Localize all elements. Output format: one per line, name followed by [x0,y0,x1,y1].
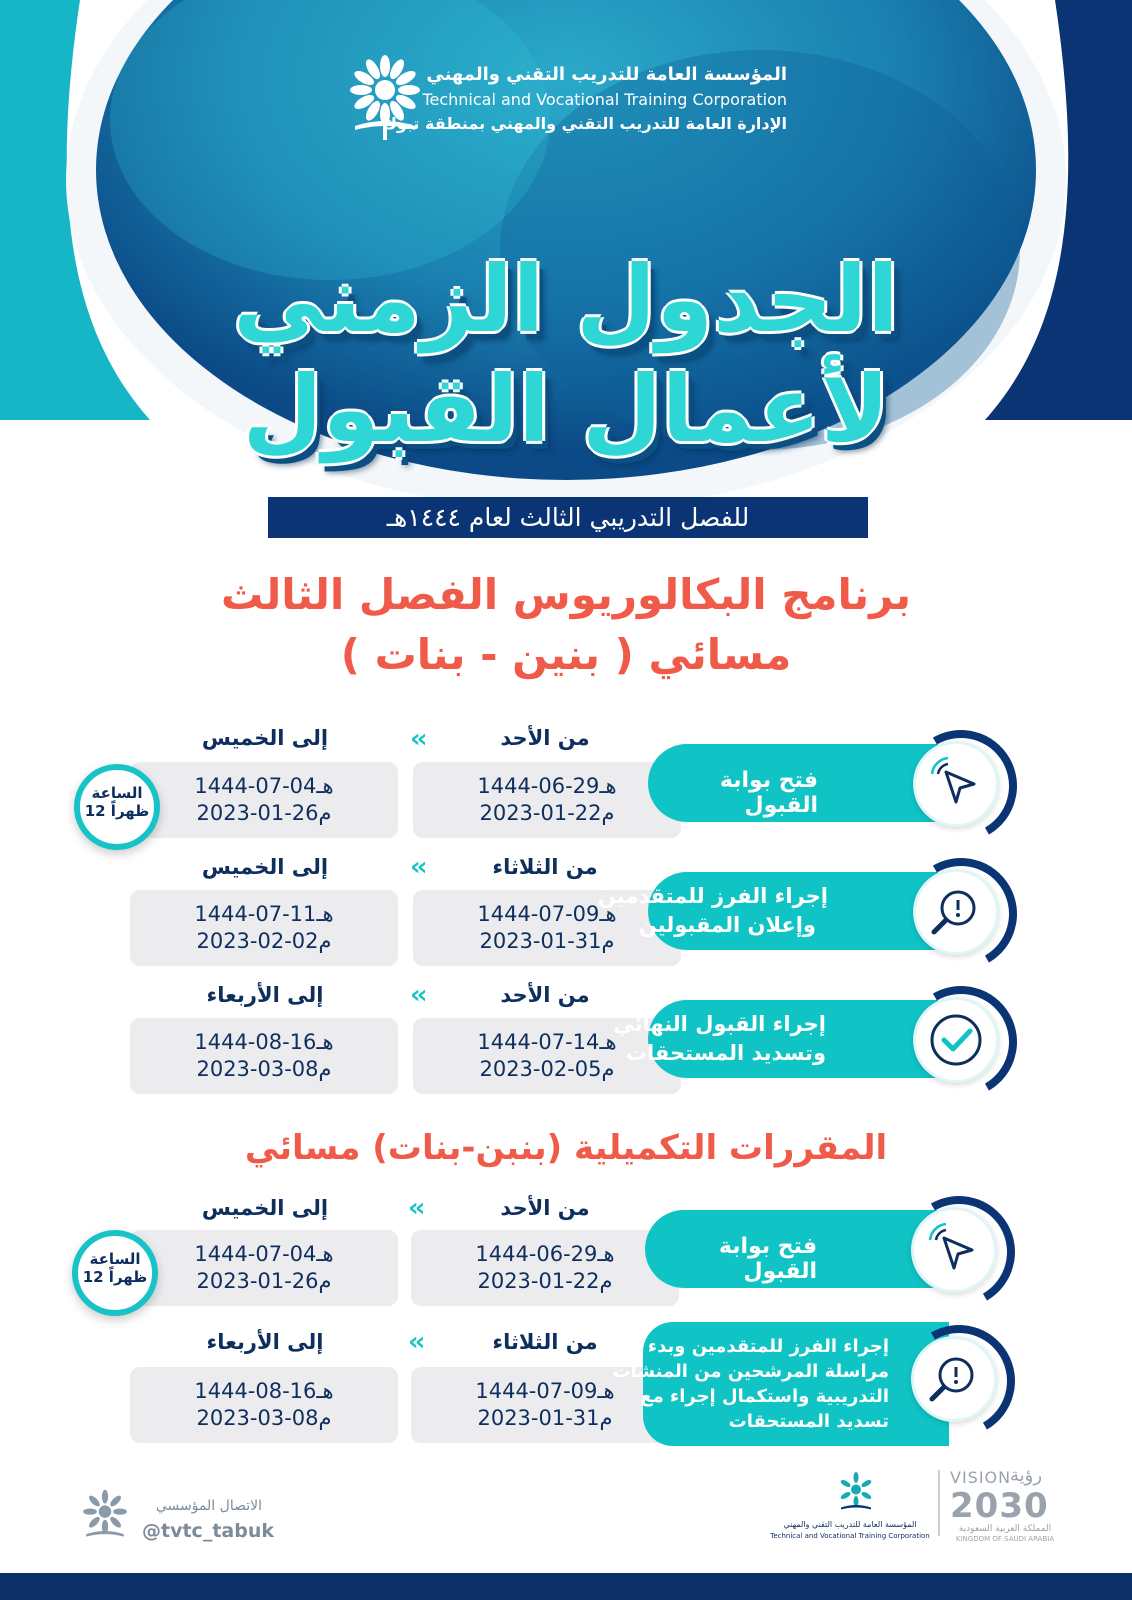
chevrons-icon: ‹‹ [408,1327,422,1357]
to-hijri: 1444-07-04هـ [194,774,334,798]
footer-divider [938,1470,940,1536]
check-circle-icon [913,997,999,1083]
to-label: إلى الخميس [201,726,329,750]
to-date-box [130,1018,398,1094]
vision-label: VISION [950,1468,1012,1487]
main-title-line1: الجدول الزمني [233,246,899,353]
badge-line1: الساعة [91,784,143,802]
from-label: من الثلاثاء [492,855,598,879]
from-hijri: 1444-07-09هـ [475,1379,615,1403]
to-gregorian: 2023-03-08م [196,1406,332,1430]
from-label: من الأحد [500,726,590,750]
section2-title: المقررات التكميلية (بنبن-بنات) مسائي [244,1128,888,1168]
step-label: فتح بوابة القبول [719,768,818,818]
from-gregorian: 2023-01-22م [479,801,615,825]
section1-title-line1: برنامج البكالوريوس الفصل الثالث [220,570,911,619]
to-date-box [130,762,398,838]
to-date-box [130,890,398,966]
comm-label: الاتصال المؤسسي [155,1498,262,1514]
badge-line2: 12 ظهراً [82,1268,148,1286]
step-label: فتح بوابة القبول [718,1234,817,1284]
to-gregorian: 2023-01-26م [196,1269,332,1293]
org-name-ar: المؤسسة العامة للتدريب التقني والمهني [426,64,787,85]
step-label-line2: وتسديد المستحقات [625,1041,826,1065]
step-label-line1: إجراء الفرز للمتقدمين وبدء [647,1336,889,1357]
step-label-line2: وإعلان المقبولين [638,913,816,937]
tvtc-footer-logo-icon [80,1486,130,1546]
step-label-line2: مراسلة المرشحين من المنشآت [612,1361,889,1382]
from-date-box [411,1230,679,1306]
term-subtitle: للفصل التدريبي الثالث لعام ١٤٤٤هـ [268,497,868,538]
to-label: إلى الخميس [201,1196,329,1220]
header-banner [0,0,1132,560]
social-handle[interactable]: @tvtc_tabuk [142,1520,274,1542]
vision-year: 2030 [950,1486,1049,1526]
from-gregorian: 2023-01-31م [477,1406,613,1430]
to-hijri: 1444-08-16هـ [194,1030,334,1054]
kingdom-ar: المملكة العربية السعودية [958,1524,1052,1534]
cursor-click-icon [913,741,999,827]
to-label: إلى الخميس [201,855,329,879]
from-hijri: 1444-06-29هـ [477,774,617,798]
to-gregorian: 2023-03-08م [196,1057,332,1081]
from-hijri: 1444-07-14هـ [477,1030,617,1054]
to-gregorian: 2023-01-26م [196,801,332,825]
from-gregorian: 2023-01-22م [477,1269,613,1293]
step-label-line4: تسديد المستحقات [728,1411,889,1432]
from-label: من الأحد [500,983,590,1007]
to-date-box [130,1230,398,1306]
from-gregorian: 2023-01-31م [479,929,615,953]
time-badge [74,764,160,850]
vision-ar-label: رؤية [1010,1465,1043,1486]
chevrons-icon: ‹‹ [408,1193,422,1223]
to-label: إلى الأربعاء [206,983,324,1007]
step-label-line3: التدريبية واستكمال إجراء مع [640,1386,889,1407]
badge-line2: 12 ظهراً [84,802,150,820]
step-pill [648,744,938,822]
footer-org-en: Technical and Vocational Training Corporation [770,1532,930,1540]
from-label: من الثلاثاء [492,1330,598,1354]
to-label: إلى الأربعاء [206,1330,324,1354]
step-pill [597,872,938,950]
to-hijri: 1444-08-16هـ [194,1379,334,1403]
to-hijri: 1444-07-11هـ [194,902,334,926]
footer-bar [0,1573,1132,1600]
badge-line1: الساعة [89,1250,141,1268]
to-gregorian: 2023-02-02م [196,929,332,953]
footer-org-ar: المؤسسة العامة للتدريب التقني والمهني [783,1520,917,1529]
from-label: من الأحد [500,1196,590,1220]
section1-title-line2: ( بنين - بنات ) مسائي [340,630,792,679]
to-hijri: 1444-07-04هـ [194,1242,334,1266]
kingdom-en: KINGDOM OF SAUDI ARABIA [955,1535,1055,1543]
to-date-box [130,1367,398,1443]
from-gregorian: 2023-02-05م [479,1057,615,1081]
step-pill [645,1210,937,1288]
magnifier-alert-icon [913,869,999,955]
step-label: إجراء القبول النهائي [613,1012,826,1036]
chevrons-icon: ‹‹ [410,724,424,754]
cursor-click-icon [911,1207,997,1293]
dept-name-ar: الإدارة العامة للتدريب التقني والمهني بمنطقة تبوك [382,114,787,133]
magnifier-alert-icon [911,1336,997,1422]
chevrons-icon: ‹‹ [410,852,424,882]
main-title-line2: لأعمال القبول [242,356,890,463]
chevrons-icon: ‹‹ [410,980,424,1010]
from-date-box [413,762,681,838]
from-hijri: 1444-07-09هـ [477,902,617,926]
from-hijri: 1444-06-29هـ [475,1242,615,1266]
tvtc-small-logo-icon [836,1470,876,1516]
org-name-en: Technical and Vocational Training Corporation [422,90,787,109]
step-pill [613,1000,938,1078]
time-badge [72,1230,158,1316]
step-label: إجراء الفرز للمتقدمين [597,884,828,908]
